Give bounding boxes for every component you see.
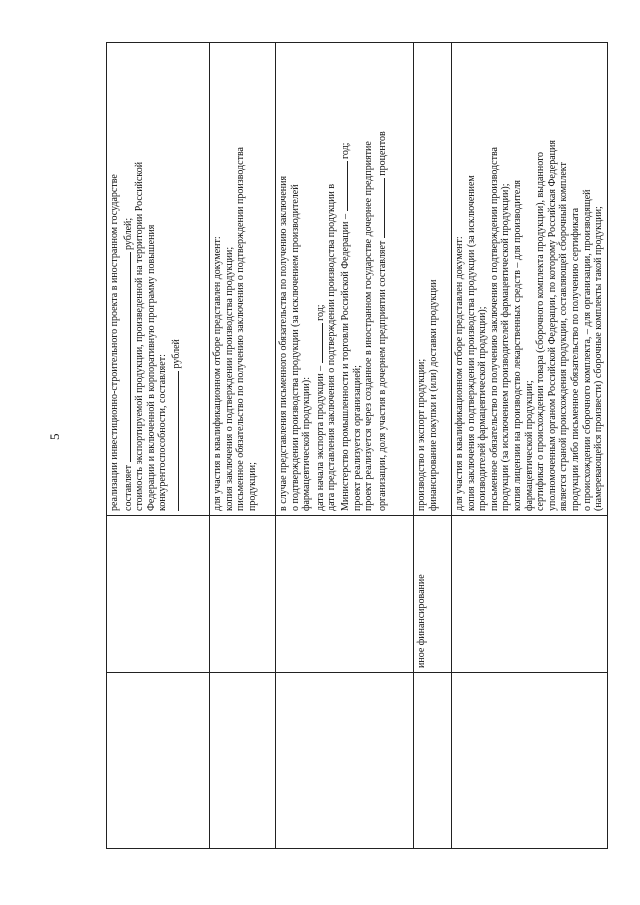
- text-line: (намеревающейся произвести) сборочные комплекты такой продукции;: [593, 206, 605, 511]
- fill-in-blank: [375, 178, 385, 238]
- text-line: фармацевтической продукции):: [301, 377, 313, 511]
- table-cell-type: иное финансирование: [414, 516, 452, 673]
- text-line: о происхождении сборочного комплекта, – для организации, производящей: [581, 189, 593, 511]
- page-number: 5: [47, 433, 62, 440]
- table-cell-type: [276, 516, 414, 673]
- text-line: продукции;: [246, 462, 258, 511]
- text-line: производство и экспорт продукции;: [416, 358, 427, 511]
- text-line: проект реализуется организацией;: [351, 365, 363, 511]
- text-line: для участия в квалификационном отборе представлен документ:: [212, 236, 223, 511]
- text-line: фармацевтической продукции;: [523, 380, 535, 511]
- table-cell-category: [210, 673, 276, 849]
- text-line: сертификат о происхождении товара (сборочного комплекта продукции), выданного: [535, 151, 547, 511]
- text-line: уполномоченным органом Российской Федерации, по которому Российская Федерация: [546, 140, 558, 511]
- text-line: дата представления заключения о подтверждении производства продукции в: [326, 183, 338, 511]
- table-cell-details: [276, 43, 414, 516]
- text-line: финансирование покупки и (или) доставки продукции: [427, 279, 439, 511]
- text-line: проект реализуется через созданное в иностранном государстве дочернее предприятие: [363, 141, 375, 511]
- table-cell-category: [414, 673, 452, 849]
- text-line: письменное обязательство по получению заключения о подтверждении производства: [235, 147, 247, 511]
- text-line: стоимость экспортируемой продукции, произведенной на территории Российской: [134, 161, 146, 511]
- table-row: [210, 43, 276, 849]
- fill-in-blank: [121, 252, 131, 462]
- table-cell-details: [414, 43, 452, 516]
- table-cell-category: [452, 673, 608, 849]
- text-line: реализации инвестиционно-строительного проекта в иностранном государстве: [109, 174, 120, 511]
- text-line: письменное обязательство по получению заключения о подтверждении производства: [488, 147, 500, 511]
- table-cell-type: [210, 516, 276, 673]
- table-row: [107, 43, 210, 849]
- table-cell-details: [210, 43, 276, 516]
- fill-in-blank: [169, 371, 179, 511]
- text-line: производителей фармацевтической продукции);: [477, 306, 489, 511]
- text-line-with-blank: составляет рублей;: [122, 217, 134, 511]
- form-table: [106, 42, 608, 849]
- text-line-with-blank: Министерство промышленности и торговли Российской Федерации – год;: [339, 142, 351, 511]
- text-line: копия заключения о подтверждении производства продукции (за исключением: [465, 175, 477, 511]
- table-cell-type: [107, 516, 210, 673]
- text-line: для участия в квалификационном отборе представлен документ:: [454, 236, 465, 511]
- rotated-form-table: [106, 42, 605, 849]
- table-cell-details: [107, 43, 210, 516]
- table-cell-type: [452, 516, 608, 673]
- table-cell-category: [107, 673, 210, 849]
- text-line: Федерации и включенной в корпоративную программу повышения: [145, 224, 157, 511]
- text-line: в случае представления письменного обязательства по получению заключения: [278, 175, 289, 511]
- table-row: [414, 43, 452, 849]
- fill-in-blank: [338, 162, 348, 212]
- text-line: о подтверждении производства продукции (за исключением производителей: [289, 184, 301, 511]
- table-cell-details: [452, 43, 608, 516]
- table-row: [276, 43, 414, 849]
- text-line: является страной происхождения продукции, составляющей сборочный комплект: [558, 162, 570, 511]
- text-line: копия лицензии на производство лекарственных средств – для производителя: [511, 180, 523, 511]
- text-line: копия заключения о подтверждении производства продукции;: [223, 246, 235, 511]
- table-cell-category: [276, 673, 414, 849]
- text-line-with-blank: рублей: [169, 47, 183, 511]
- text-line: продукции (за исключением производителей фармацевтической продукции);: [500, 183, 512, 511]
- text-line: продукции либо письменное обязательство по получению сертификата: [569, 207, 581, 511]
- text-line-with-blank: дата начала экспорта продукции – год;: [314, 304, 326, 511]
- text-line: конкурентоспособности, составляет:: [157, 354, 169, 511]
- table-row: [452, 43, 608, 849]
- fill-in-blank: [313, 323, 323, 363]
- text-line-with-blank: организации, доля участия в дочернем предприятии составляет процентов: [376, 131, 388, 511]
